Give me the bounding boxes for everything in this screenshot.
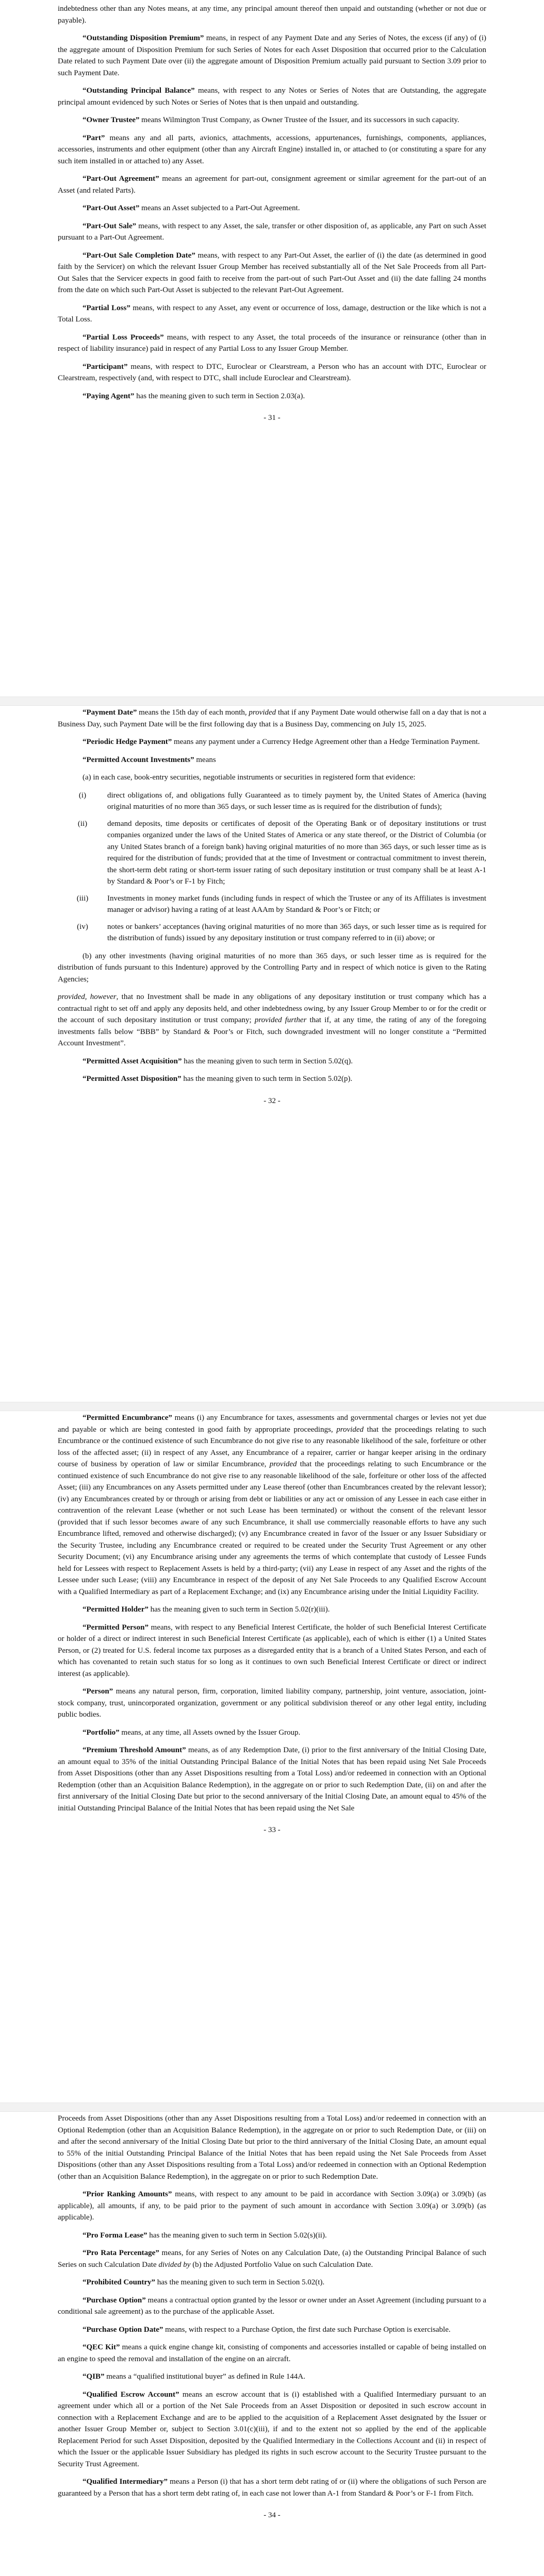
page-34 — [0, 2113, 544, 2521]
page-number: - 33 - — [263, 1826, 281, 1834]
page-separator — [0, 1402, 544, 1411]
page-separator — [0, 2103, 544, 2112]
list-item: (i) direct obligations of, and obligations fully Guaranteed as to timely payment by, the United States of America (having original maturities of no more than 365 days, or such lesser time as is required for the distribution of funds); — [78, 791, 486, 811]
definition-purchase-option-date: “Purchase Option Date” means, with respect to a Purchase Option, the first date such Purchase Option is exercisable. — [83, 2325, 451, 2334]
definition-permitted-encumbrance: “Permitted Encumbrance” means (i) any Encumbrance for taxes, assessments and governmental charges or levies not yet due and payable or which are being contested in good faith by appropriate proceedings, provided that the proceedings relating to such Encumbrance or the continued existence of such Encumbrance do not give rise to any reasonable likelihood of the sale, forfeiture or other loss of the affected asset; (ii) in respect of any Asset, any Encumbrance of a repairer, carrier or hangar keeper arising in the ordinary course of business by operation of law or similar Encumbrance, provided that the proceedings relating to such Encumbrance or the continued existence of such Encumbrance do not give rise to any reasonable likelihood of the sale, forfeiture or other loss of the affected Asset; (iii) any Encumbrances on any Assets permitted under any Lease thereof (other than Encumbrances created by the relevant lessor); (iv) any Encumbrances created by or through or arising from debt or liabilities or any act or omission of any Lessee in each case either in contravention of the relevant Lease (whether or not such Lease has been terminated) or without the consent of the relevant lessor (provided that if such lessor becomes aware of any such Encumbrance, it shall use commercially reasonable efforts to have any such Encumbrance lifted, removed and otherwise discharged); (v) any Encumbrance created in favor of the Issuer or any Issuer Subsidiary or the Security Trustee, including any Encumbrance created or required to be created under the Security Trust Agreement or any other Security Document; (vi) any Encumbrance arising under any agreements the terms of which contemplate that custody of Lessee Funds held for Lessees with respect to Replacement Assets is held by a third-party; (vii) any Lease in respect of any Asset and the rights of the Lessee under such Lease; (viii) any Encumbrance in respect of the deposit of any Net Sale Proceeds to any Qualified Escrow Account with a Qualified Intermediary as part of a Replacement Exchange; and (ix) any Encumbrance arising under the Initial Liquidity Facility. — [58, 1414, 487, 1596]
definition-portfolio: “Portfolio” means, at any time, all Assets owned by the Issuer Group. — [83, 1728, 301, 1737]
clause-b: (b) any other investments (having original maturities of no more than 365 days, or such lesser time as is required for the distribution of funds pursuant to this Indenture) approved by the Controlling Party and in respect of which notice is given to the Rating Agencies; — [58, 952, 486, 984]
definition-part-out-agreement: “Part-Out Agreement” means an agreement for part-out, consignment agreement or similar agreement for the part-out of an Asset (and related Parts). — [58, 175, 486, 195]
page-33 — [0, 1412, 544, 1836]
page-31 — [0, 3, 544, 424]
list-item: (iii) Investments in money market funds (including funds in respect of which the Trustee or any of its Affiliates is investment manager or advisor) having a rating of at least AAAm by Standard & Poor’s or Fitch; or — [76, 894, 486, 914]
page-number: - 32 - — [263, 1096, 281, 1105]
definition-periodic-hedge-payment: “Periodic Hedge Payment” means any payment under a Currency Hedge Agreement other than a Hedge Termination Payment. — [83, 738, 480, 746]
clause-a: (a) in each case, book-entry securities, negotiable instruments or securities in registered form that evidence: — [83, 773, 416, 782]
definition-partial-loss: “Partial Loss” means, with respect to any Asset, any event or occurrence of loss, damage, destruction or the like which is not a Total Loss. — [58, 303, 486, 324]
list-item: (ii) demand deposits, time deposits or certificates of deposit of the Operating Bank or of depositary institutions or trust companies organized under the laws of the United States of America or any state thereof, or the District of Columbia (or any United States branch of a foreign bank) having original maturities of no more than 365 days, or such lesser time as is required for the distribution of funds; provided that at the time of Investment or contractual commitment to invest therein, the short-term debt rating or short-term issuer rating of such depositary institution or trust company shall be at least A-1 by Standard & Poor’s or F-1 by Fitch; — [77, 819, 486, 886]
definition-part-out-asset: “Part-Out Asset” means an Asset subjected to a Part-Out Agreement. — [83, 204, 300, 212]
page-separator — [0, 697, 544, 706]
definition-payment-date: “Payment Date” means the 15th day of each month, provided that if any Payment Date would otherwise fall on a day that is not a Business Day, such Payment Date will be the first following day that is a Business Day, commencing on July 15, 2025. — [58, 708, 486, 728]
definition-owner-trustee: “Owner Trustee” means Wilmington Trust Company, as Owner Trustee of the Issuer, and its successors in such capacity. — [83, 116, 459, 124]
definition-part: “Part” means any and all parts, avionics, attachments, accessions, appurtenances, furnishings, components, appliances, accessories, instruments and other equipment (other than any Aircraft Engine) installed in, or attached to (or constituting a spare for any such item installed in or attached to) any Asset. — [58, 133, 486, 165]
definition-qualified-intermediary: “Qualified Intermediary” means a Person (i) that has a short term debt rating of or (ii) where the obligations of such Person are guaranteed by a Person that has a short term debt rating of, in each case not lower than A-1 from Standard & Poor’s or F-1 from Fitch. — [58, 2478, 487, 2498]
definition-person: “Person” means any natural person, firm, corporation, limited liability company, partnership, joint venture, association, joint-stock company, trust, unincorporated organization, government or any political subdivision thereof or any other legal entity, including public bodies. — [58, 1687, 486, 1719]
definition-purchase-option: “Purchase Option” means a contractual option granted by the lessor or owner under an Asset Agreement (including pursuant to a conditional sale agreement) as to the purchase of the applicable Asset. — [58, 2296, 487, 2316]
page-number: - 31 - — [263, 414, 281, 422]
definition-paying-agent: “Paying Agent” has the meaning given to such term in Section 2.03(a). — [83, 392, 305, 400]
definition-partial-loss-proceeds: “Partial Loss Proceeds” means, with respect to any Asset, the total proceeds of the insurance or reinsurance (other than in respect of liability insurance) paid in respect of any Partial Loss to any Issuer Group Member. — [58, 333, 486, 353]
definition-pro-rata-percentage: “Pro Rata Percentage” means, for any Series of Notes on any Calculation Date, (a) the Outstanding Principal Balance of such Series on such Calculation Date divided by (b) the Adjusted Portfolio Value on such Calculation Date. — [58, 2249, 486, 2269]
definition-permitted-asset-disposition: “Permitted Asset Disposition” has the meaning given to such term in Section 5.02(p). — [83, 1075, 353, 1083]
definition-premium-threshold-amount: “Premium Threshold Amount” means, as of any Redemption Date, (i) prior to the first anniversary of the Initial Closing Date, an amount equal to 35% of the initial Outstanding Principal Balance of the Initial Notes that has been repaid using Net Sale Proceeds from Asset Dispositions (other than any Asset Dispositions resulting from a Total Loss) and/or redeemed in connection with an Optional Redemption (other than an Acquisition Balance Redemption), in the aggregate on or prior to such Redemption Date, (ii) on and after the first anniversary of the Initial Closing Date but prior to the second anniversary of the Initial Closing Date, an amount equal to 45% of the initial Outstanding Principal Balance of the Initial Notes that has been repaid using the Net Sale — [58, 1746, 486, 1812]
definition-outstanding-principal-balance: “Outstanding Principal Balance” means, with respect to any Notes or Series of Notes that are Outstanding, the aggregate principal amount evidenced by such Notes or Series of Notes that is then unpaid and outstanding. — [58, 87, 486, 107]
page-32 — [0, 707, 544, 1107]
definition-permitted-holder: “Permitted Holder” has the meaning given to such term in Section 5.02(r)(iii). — [83, 1605, 330, 1614]
definition-pro-forma-lease: “Pro Forma Lease” has the meaning given to such term in Section 5.02(s)(ii). — [83, 2231, 327, 2240]
definition-qec-kit: “QEC Kit” means a quick engine change kit, consisting of components and accessories installed or capable of being installed on an engine to speed the removal and installation of the engine on an aircraft. — [58, 2343, 486, 2363]
definition-qualified-escrow-account: “Qualified Escrow Account” means an escrow account that is (i) established with a Qualified Intermediary pursuant to an agreement under which all or a portion of the Net Sale Proceeds from an Asset Disposition or deposited in such escrow account in connection with a Replacement Exchange and are to be applied to the acquisition of a Replacement Asset designated by the Issuer or another Issuer Group Member or, subject to Section 3.01(c)(iii), if and to the extent not so applied by the end of the applicable Replacement Period for such Asset Disposition, deposited by the Qualified Intermediary in the Collections Account and (ii) in respect of which the Issuer or the applicable Issuer Subsidiary has pledged its rights in such escrow account to the Security Trustee pursuant to the Security Trust Agreement. — [58, 2390, 486, 2468]
definition-part-out-sale: “Part-Out Sale” means, with respect to any Asset, the sale, transfer or other disposition of, as applicable, any Part on such Asset pursuant to a Part-Out Agreement. — [58, 222, 486, 242]
list-item: (iv) notes or bankers’ acceptances (having original maturities of no more than 365 days, or such lesser time as is required for the distribution of funds) issued by any depositary institution or trust company referred to in (ii) above; or — [77, 922, 486, 942]
definition-permitted-account-investments: “Permitted Account Investments” means — [83, 755, 216, 764]
investment-list — [58, 790, 486, 944]
definition-outstanding-disposition-premium: “Outstanding Disposition Premium” means, in respect of any Payment Date and any Series of Notes, the excess (if any) of (i) the aggregate amount of Disposition Premium for such Series of Notes for each Asset Disposition that occurred prior to the Calculation Date related to such Payment Date over (ii) the aggregate amount of Disposition Premium actually paid pursuant to Section 3.09 prior to such Payment Date. — [58, 34, 486, 77]
continued-paragraph: indebtedness other than any Notes means, at any time, any principal amount thereof then unpaid and outstanding (whether or not due or payable). — [58, 5, 486, 25]
definition-prior-ranking-amounts: “Prior Ranking Amounts” means, with respect to any amount to be paid in accordance with Section 3.09(a) or 3.09(b) (as applicable), all amounts, if any, to be paid prior to the payment of such amount in accordance with Section 3.09(a) or 3.09(b) (as applicable). — [58, 2190, 487, 2222]
definition-qib: “QIB” means a “qualified institutional buyer” as defined in Rule 144A. — [83, 2372, 305, 2381]
continued-paragraph: Proceeds from Asset Dispositions (other than any Asset Dispositions resulting from a Total Loss) and/or redeemed in connection with an Optional Redemption (other than an Acquisition Balance Redemption), in the aggregate on or prior to such Redemption Date, or (iii) on and after the second anniversary of the Initial Closing Date but prior to the third anniversary of the Initial Closing Date, an amount equal to 55% of the initial Outstanding Principal Balance of the Initial Notes that has been repaid using the Net Sale Proceeds from Asset Dispositions (other than any Asset Dispositions resulting from a Total Loss) and/or redeemed in connection with an Optional Redemption (other than an Acquisition Balance Redemption), in the aggregate on or prior to such Redemption Date. — [58, 2114, 486, 2181]
definition-prohibited-country: “Prohibited Country” has the meaning given to such term in Section 5.02(t). — [83, 2278, 325, 2286]
page-number: - 34 - — [263, 2511, 281, 2519]
definition-participant: “Participant” means, with respect to DTC, Euroclear or Clearstream, a Person who has an account with DTC, Euroclear or Clearstream, respectively (and, with respect to DTC, shall include Euroclear and Clearstream). — [58, 362, 486, 382]
proviso-paragraph: provided, however, that no Investment shall be made in any obligations of any depositary institution or trust company which has a contractual right to set off and apply any deposits held, and other indebtedness owing, by any Issuer Group Member to or for the credit or the account of such depositary institution or trust company; provided further that if, at any time, the rating of any of the foregoing investments falls below “BBB” by Standard & Poor’s or Fitch, such downgraded investment will no longer constitute a “Permitted Account Investment”. — [58, 993, 486, 1047]
definition-permitted-asset-acquisition: “Permitted Asset Acquisition” has the meaning given to such term in Section 5.02(q). — [83, 1057, 353, 1065]
definition-part-out-sale-completion-date: “Part-Out Sale Completion Date” means, with respect to any Part-Out Asset, the earlier of (i) the date (as determined in good faith by the Servicer) on which the relevant Issuer Group Member has received substantially all of the Net Sale Proceeds from all Part-Out Sales that the Servicer expects in good faith to receive from the part-out of such Part-Out Asset and (ii) the date falling 24 months from the date on which such Part-Out Asset is subjected to the relevant Part-Out Agreement. — [58, 251, 486, 294]
definition-permitted-person: “Permitted Person” means, with respect to any Beneficial Interest Certificate, the holder of such Beneficial Interest Certificate or holder of a direct or indirect interest in such Beneficial Interest Certificate (as applicable), each of which is either (1) a United States Person, or (2) treated for U.S. federal income tax purposes as a disregarded entity that is a branch of a United States Person, and each of which has covenanted to retain such status for so long as it continues to own such Beneficial Interest Certificate or direct or indirect interest (as applicable). — [58, 1623, 486, 1678]
